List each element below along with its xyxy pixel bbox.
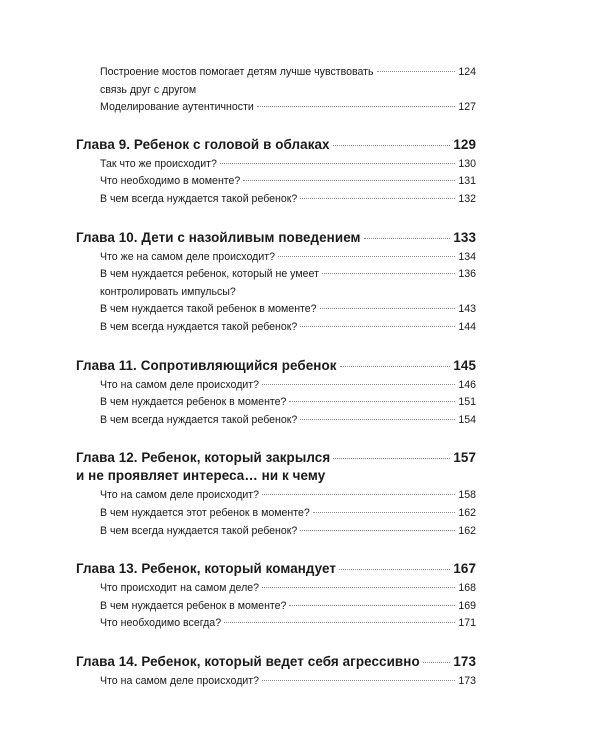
title-line: Что же на самом деле происходит? [100, 250, 275, 263]
title-line: В чем всегда нуждается такой ребенок? [100, 192, 298, 205]
dot-leader [340, 366, 451, 367]
title-line: Глава 10. Дети с назойливым поведением [76, 229, 361, 245]
title-line: В чем нуждается ребенок в моменте? [100, 396, 287, 409]
dot-leader [289, 605, 455, 606]
page-number: 154 [458, 413, 476, 426]
title-line: Глава 9. Ребенок с головой в облаках [76, 136, 330, 152]
dot-leader [262, 494, 455, 495]
title-line: В чем всегда нуждается такой ребенок? [100, 413, 298, 426]
page-number: 145 [453, 357, 476, 373]
dot-leader [423, 662, 451, 663]
entry-title [100, 580, 259, 598]
page-number: 169 [458, 599, 476, 612]
dot-leader [289, 401, 455, 402]
toc-entry[interactable] [76, 580, 476, 598]
dot-leader [262, 384, 455, 385]
dot-leader [257, 106, 455, 107]
page-number: 127 [458, 101, 476, 114]
entry-title [100, 377, 259, 395]
title-line: Что на самом деле происходит? [100, 378, 260, 391]
toc-entry[interactable] [76, 249, 476, 267]
toc-entry[interactable] [76, 377, 476, 395]
dot-leader [364, 238, 451, 239]
title-line: В чем нуждается такой ребенок в моменте? [100, 303, 317, 316]
chapter-list [76, 136, 476, 691]
entry-title [100, 319, 297, 337]
title-line: Что на самом деле происходит? [100, 489, 260, 502]
page-number: 129 [453, 136, 476, 152]
page-number: 162 [458, 506, 476, 519]
entry-title [100, 523, 297, 541]
toc-entry[interactable] [76, 173, 476, 191]
toc-entry[interactable] [76, 673, 476, 691]
dot-leader [333, 145, 451, 146]
title-line: Глава 11. Сопротивляющийся ребенок [76, 357, 337, 373]
title-line: В чем нуждается ребенок в моменте? [100, 599, 287, 612]
page-number: 158 [458, 489, 476, 502]
title-line: В чем всегда нуждается такой ребенок? [100, 524, 298, 537]
title-line: Так что же происходит? [100, 157, 217, 170]
toc-entry[interactable] [76, 156, 476, 174]
page-number: 132 [458, 192, 476, 205]
chapter-block [76, 136, 476, 209]
chapter-block [76, 560, 476, 633]
entry-title [100, 615, 221, 633]
title-line: Моделирование аутентичности [100, 101, 254, 114]
page-number: 143 [458, 303, 476, 316]
page-number: 167 [453, 561, 476, 577]
dot-leader [313, 512, 456, 513]
table-of-contents [76, 64, 476, 690]
page-number: 136 [458, 268, 476, 281]
page-number: 144 [458, 320, 476, 333]
entry-title [100, 266, 319, 301]
dot-leader [278, 256, 455, 257]
dot-leader [262, 680, 455, 681]
chapter-heading[interactable] [76, 357, 476, 375]
toc-entry[interactable] [76, 523, 476, 541]
dot-leader [320, 308, 456, 309]
page-number: 173 [458, 674, 476, 687]
toc-entry[interactable] [76, 99, 476, 117]
chapter-block [76, 229, 476, 337]
toc-entry[interactable] [76, 64, 476, 99]
entry-title [100, 64, 374, 99]
chapter-heading[interactable] [76, 560, 476, 578]
entry-title [100, 99, 254, 117]
chapter-title [76, 653, 420, 671]
page-number: 133 [453, 229, 476, 245]
chapter-heading[interactable] [76, 653, 476, 671]
page-number: 162 [458, 524, 476, 537]
page-number: 146 [458, 378, 476, 391]
entry-title [100, 412, 297, 430]
dot-leader [377, 71, 456, 72]
entry-title [100, 673, 259, 691]
title-line: Построение мостов помогает детям лучше чувствовать [100, 66, 374, 78]
toc-entry[interactable] [76, 598, 476, 616]
chapter-block [76, 653, 476, 691]
chapter-title [76, 229, 361, 247]
toc-entry[interactable] [76, 412, 476, 430]
dot-leader [322, 273, 455, 274]
title-line: Что происходит на самом деле? [100, 582, 260, 595]
dot-leader [262, 587, 455, 588]
entry-title [100, 598, 286, 616]
page-number: 134 [458, 250, 476, 263]
title-line: Глава 14. Ребенок, который ведет себя агрессивно [76, 653, 420, 669]
title-line: Что на самом деле происходит? [100, 674, 260, 687]
page-number: 130 [458, 157, 476, 170]
chapter-title [76, 136, 330, 154]
toc-entry[interactable] [76, 266, 476, 301]
dot-leader [300, 419, 455, 420]
title-line: В чем нуждается этот ребенок в моменте? [100, 506, 310, 519]
dot-leader [333, 458, 450, 459]
dot-leader [339, 569, 450, 570]
dot-leader [243, 180, 455, 181]
entry-title [100, 487, 259, 505]
toc-entry[interactable] [76, 394, 476, 412]
dot-leader [220, 163, 455, 164]
toc-entry[interactable] [76, 487, 476, 505]
dot-leader [300, 198, 455, 199]
title-line: Глава 12. Ребенок, который закрылся [76, 450, 331, 466]
title-line: В чем всегда нуждается такой ребенок? [100, 320, 298, 333]
entry-title [100, 394, 286, 412]
entry-title [100, 301, 317, 319]
chapter-title [76, 449, 330, 485]
dot-leader [300, 326, 455, 327]
entry-title [100, 249, 275, 267]
title-line: В чем нуждается ребенок, который не умеет [100, 268, 319, 281]
title-line: и не проявляет интереса… ни к чему [76, 468, 326, 484]
chapter-heading[interactable] [76, 136, 476, 154]
toc-entry[interactable] [76, 319, 476, 337]
chapter-block [76, 357, 476, 430]
page-number: 157 [453, 450, 476, 466]
entry-title [100, 505, 310, 523]
title-line: Что необходимо всегда? [100, 617, 222, 630]
title-line: Что необходимо в моменте? [100, 175, 241, 188]
title-line: Глава 13. Ребенок, который командует [76, 561, 337, 577]
page-number: 124 [458, 66, 476, 78]
chapter-heading[interactable] [76, 229, 476, 247]
page-number: 151 [458, 396, 476, 409]
page-number: 173 [453, 653, 476, 669]
chapter-title [76, 357, 337, 375]
toc-entry[interactable] [76, 505, 476, 523]
entry-title [100, 191, 297, 209]
dot-leader [224, 622, 455, 623]
chapter-heading[interactable] [76, 449, 476, 485]
intro-entries [76, 64, 476, 117]
entry-title [100, 156, 217, 174]
toc-entry[interactable] [76, 615, 476, 633]
page-number: 168 [458, 582, 476, 595]
page-number: 131 [458, 175, 476, 188]
entry-title [100, 173, 240, 191]
chapter-title [76, 560, 336, 578]
dot-leader [300, 530, 455, 531]
chapter-block [76, 449, 476, 540]
toc-entry[interactable] [76, 191, 476, 209]
page-number: 171 [458, 617, 476, 630]
title-line: связь друг с другом [100, 83, 197, 96]
toc-entry[interactable] [76, 301, 476, 319]
title-line: контролировать импульсы? [100, 285, 236, 298]
